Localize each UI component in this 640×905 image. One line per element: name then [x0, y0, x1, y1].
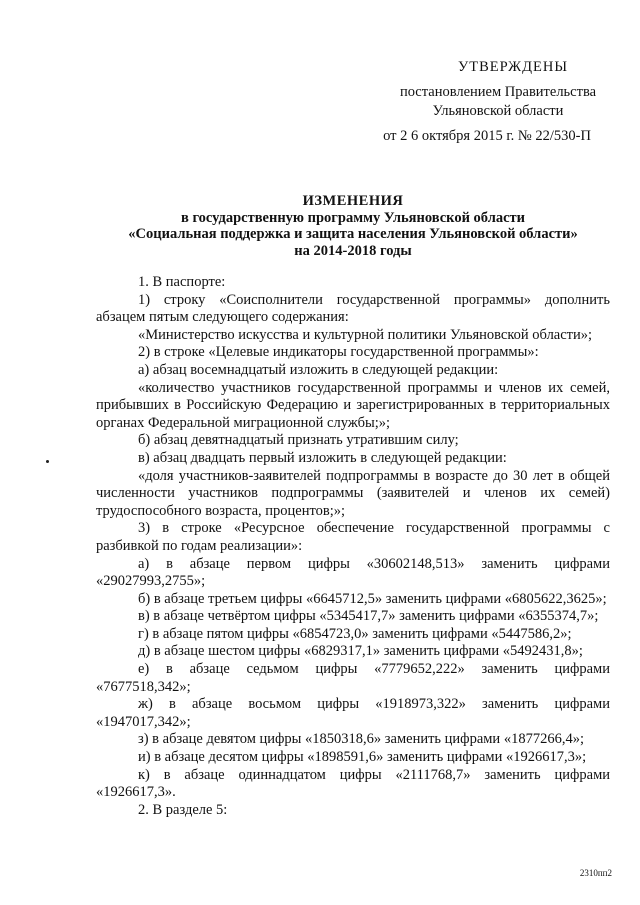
approval-block	[380, 58, 616, 146]
footer-code: 2310пп2	[579, 868, 612, 878]
paragraph: к) в абзаце одиннадцатом цифры «2111768,7» заменить цифрами «1926617,3».	[96, 766, 610, 801]
paragraph: б) абзац девятнадцатый признать утратившим силу;	[138, 432, 459, 449]
paragraph: е) в абзаце седьмом цифры «7779652,222» заменить цифрами «7677518,342»;	[96, 661, 610, 695]
paragraph: и) в абзаце десятом цифры «1898591,6» заменить цифрами «1926617,3»;	[138, 749, 587, 766]
paragraph: з) в абзаце девятом цифры «1850318,6» заменить цифрами «1877266,4»;	[138, 731, 584, 748]
heading-line-1: в государственную программу Ульяновской области	[180, 209, 525, 226]
heading-line-2: «Социальная поддержка и защита населения Ульяновской области»	[128, 226, 578, 242]
approval-date: от 2 6 октября 2015 г. № 22/530-П	[383, 128, 591, 144]
paragraph: 1. В паспорте:	[138, 274, 226, 290]
heading-line-3: на 2014-2018 годы	[294, 242, 412, 259]
paragraph: 3) в строке «Ресурсное обеспечение государственной программы с разбивкой по годам реализации»:	[96, 520, 610, 554]
paragraph: 2) в строке «Целевые индикаторы государственной программы»:	[138, 344, 539, 361]
document-heading	[96, 193, 610, 259]
approval-line-2: Ульяновской области	[432, 103, 564, 119]
paragraph: в) абзац двадцать первый изложить в следующей редакции:	[138, 449, 507, 466]
paragraph: а) абзац восемнадцатый изложить в следующей редакции:	[138, 361, 499, 378]
document-body	[96, 274, 610, 819]
heading-title: ИЗМЕНЕНИЯ	[302, 193, 404, 209]
scan-speck	[46, 460, 49, 463]
paragraph: ж) в абзаце восьмом цифры «1918973,322» заменить цифрами «1947017,342»;	[96, 696, 610, 730]
paragraph: «Министерство искусства и культурной политики Ульяновской области»;	[138, 326, 593, 343]
paragraph: 1) строку «Соисполнители государственной программы» дополнить абзацем пятым следующего содержания:	[96, 291, 610, 326]
paragraph: д) в абзаце шестом цифры «6829317,1» заменить цифрами «5492431,8»;	[138, 643, 583, 660]
paragraph: «доля участников-заявителей подпрограммы в возрасте до 30 лет в общей численности участников подпрограммы (заявителей и членов их семей) трудоспособного возраста, процентов;»;	[96, 467, 610, 519]
paragraph: в) в абзаце четвёртом цифры «5345417,7» заменить цифрами «6355374,7»;	[138, 608, 599, 625]
paragraph: г) в абзаце пятом цифры «6854723,0» заменить цифрами «5447586,2»;	[138, 625, 572, 642]
paragraph: 2. В разделе 5:	[138, 801, 228, 818]
paragraph: «количество участников государственной программы и членов их семей, прибывших в Российскую Федерацию и зарегистрированных в территориальных органах Федеральной миграционной службы;»;	[96, 379, 610, 431]
paragraph: б) в абзаце третьем цифры «6645712,5» заменить цифрами «6805622,3625»;	[138, 590, 607, 607]
paragraph: а) в абзаце первом цифры «30602148,513» заменить цифрами «29027993,2755»;	[96, 555, 610, 590]
approval-title: УТВЕРЖДЕНЫ	[457, 59, 569, 75]
approval-line-1: постановлением Правительства	[399, 84, 597, 100]
